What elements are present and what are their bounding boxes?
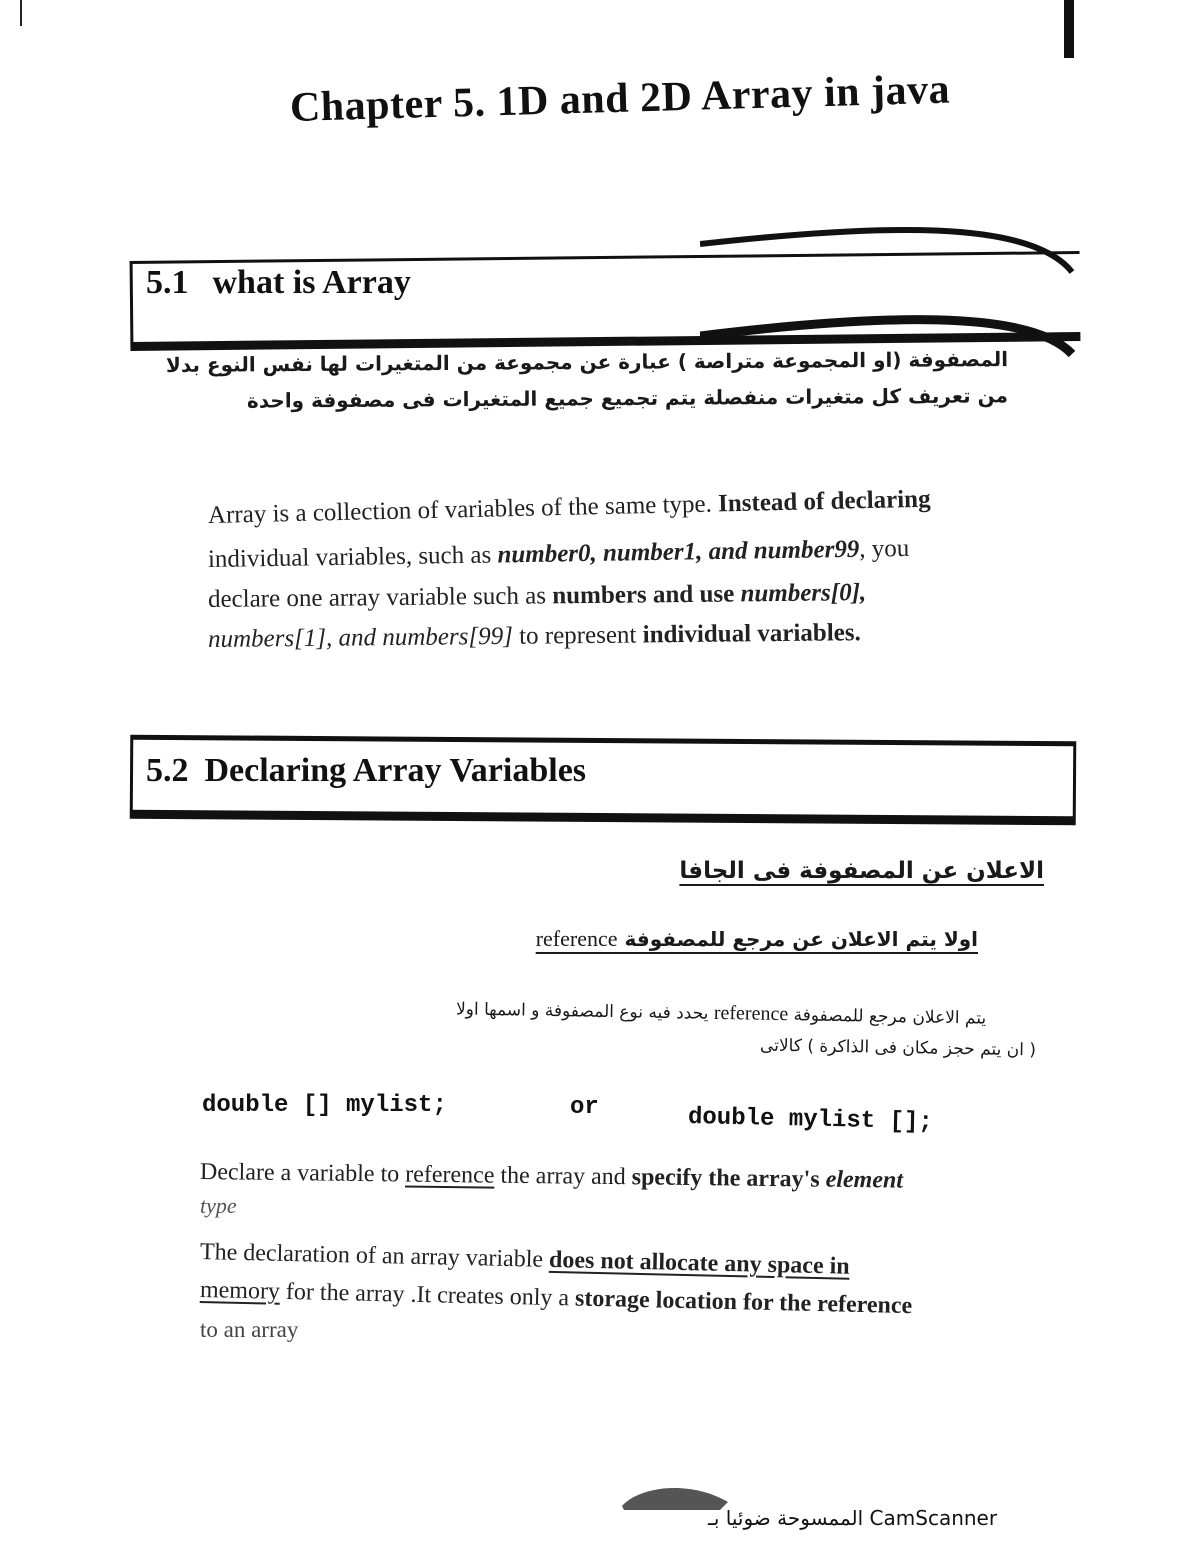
array-definition-line	[208, 480, 931, 536]
section-number: 5.1	[146, 264, 189, 301]
text-run: numbers[1], and numbers[99]	[207, 622, 514, 653]
text-run: reference	[535, 926, 618, 951]
text-run: element	[825, 1166, 904, 1194]
text-run: Instead of declaring	[711, 485, 931, 518]
scan-edge-mark	[20, 0, 22, 26]
text-run: يتم الاعلان مرجع للمصفوفة	[793, 1005, 987, 1029]
text-run: numbers[0],	[740, 579, 867, 608]
arabic-definition-line: المصفوفة (او المجموعة متراصة ) عبارة عن مجموعة من المتغيرات لها نفس النوع بدلا	[165, 347, 1009, 377]
text-run: the array and	[494, 1162, 632, 1191]
text-run: declare one array variable such as	[207, 582, 553, 613]
section-title: what is Array	[212, 264, 411, 301]
code-snippet: double [] mylist;	[202, 1092, 447, 1119]
section-5-2-heading	[146, 752, 586, 790]
text-run: use	[699, 580, 741, 608]
chapter-title: Chapter 5. 1D and 2D Array in java	[289, 66, 951, 131]
text-run: reference	[405, 1161, 495, 1189]
arabic-heading: الاعلان عن المصفوفة فى الجافا	[679, 858, 1044, 884]
text-run: storage location for the reference	[574, 1285, 913, 1320]
section-title: Declaring Array Variables	[204, 752, 587, 789]
text-run: يحدد فيه نوع المصفوفة و اسمها اولا	[455, 999, 709, 1024]
text-run: individual variables, such as	[207, 541, 498, 573]
declaration-note-line: to an array	[200, 1317, 299, 1342]
text-run: اولا يتم الاعلان عن مرجع للمصفوفة	[624, 927, 978, 951]
section-box-swoosh	[700, 214, 1080, 364]
text-run: specify the array's	[631, 1164, 826, 1193]
declaration-note-line	[200, 1152, 903, 1201]
code-separator: or	[570, 1094, 599, 1121]
array-definition-line	[208, 573, 867, 620]
text-run: The declaration of an array variable	[199, 1239, 550, 1273]
code-snippet: double mylist [];	[687, 1104, 934, 1137]
text-run: and	[646, 580, 700, 609]
arabic-description-line: ( ان يتم حجز مكان فى الذاكرة ) كالاتى	[759, 1035, 1037, 1061]
section-5-1-heading	[146, 264, 411, 302]
camscanner-watermark: الممسوحة ضوئيا بـ CamScanner	[708, 1506, 998, 1530]
text-run: Declare a variable to	[199, 1159, 406, 1188]
section-number: 5.2	[146, 752, 189, 789]
scan-edge-mark	[1064, 0, 1074, 58]
arabic-definition-line: من تعريف كل متغيرات منفصلة يتم تجميع جميع المتغيرات فى مصفوفة واحدة	[246, 383, 1009, 413]
text-run: individual variables.	[642, 619, 861, 649]
text-run: number0, number1, and number99	[497, 535, 860, 569]
text-run: memory	[199, 1277, 281, 1305]
text-run: does not allocate any space in	[548, 1246, 850, 1280]
declaration-note-line: type	[200, 1193, 237, 1218]
text-run: reference	[713, 1001, 789, 1026]
text-run: for the array .It creates only a	[279, 1278, 576, 1312]
text-run: numbers	[552, 581, 647, 610]
text-run: , you	[859, 534, 910, 563]
array-definition-line	[208, 613, 861, 660]
array-definition-line	[208, 529, 910, 580]
arabic-description-line	[456, 997, 987, 1029]
text-run: Array is a collection of variables of the same type.	[207, 490, 713, 529]
arabic-subheading	[536, 926, 978, 952]
text-run: to represent	[512, 621, 643, 650]
